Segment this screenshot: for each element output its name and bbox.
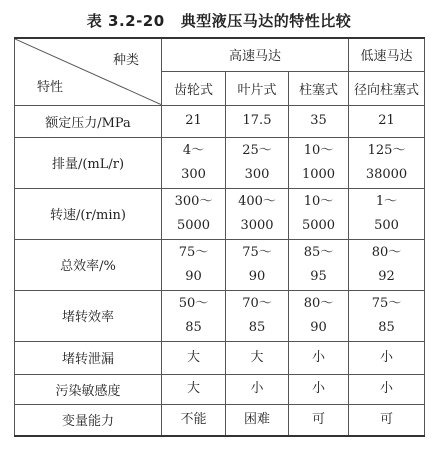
row-label: 堵转效率 — [15, 290, 162, 341]
table-cell — [349, 290, 425, 341]
group-header-high-speed: 高速马达 — [162, 38, 349, 71]
cell-value: 70～ — [242, 295, 272, 311]
cell-value: 85 — [185, 319, 202, 335]
cell-value: 85 — [378, 319, 395, 335]
cell-value: 21 — [378, 113, 395, 128]
row-label: 变量能力 — [15, 404, 162, 436]
table-cell — [349, 188, 425, 239]
column-header-radial-piston: 径向柱塞式 — [349, 71, 425, 105]
cell-value: 500 — [374, 217, 399, 233]
cell-value: 5000 — [301, 217, 336, 233]
row-label: 堵转泄漏 — [15, 341, 162, 374]
cell-value: 300～ — [174, 193, 213, 209]
column-header-vane: 叶片式 — [226, 71, 289, 105]
table-cell — [226, 239, 289, 290]
cell-value: 17.5 — [242, 113, 272, 128]
row-label: 污染敏感度 — [15, 374, 162, 404]
table-cell — [226, 137, 289, 188]
corner-label-type: 种类 — [112, 53, 139, 68]
cell-value: 3000 — [240, 217, 274, 233]
table-cell — [289, 290, 349, 341]
table-row — [15, 374, 425, 404]
corner-header-cell — [15, 38, 162, 105]
table-cell — [289, 374, 349, 404]
table-row — [15, 341, 425, 374]
cell-value: 4～ — [182, 142, 205, 158]
row-label: 转速/(r/min) — [15, 188, 162, 239]
cell-value: 50～ — [178, 295, 209, 311]
cell-value: 可 — [311, 411, 325, 427]
cell-value: 10～ — [303, 142, 334, 158]
cell-value: 小 — [379, 381, 393, 396]
table-cell — [226, 105, 289, 137]
column-header-gear: 齿轮式 — [162, 71, 226, 105]
cell-value: 21 — [185, 113, 202, 128]
cell-value: 90 — [310, 319, 327, 335]
cell-value: 95 — [310, 268, 327, 284]
table-cell — [162, 374, 226, 404]
cell-value: 300 — [181, 166, 206, 182]
table-cell — [289, 188, 349, 239]
table-cell — [289, 404, 349, 436]
cell-value: 125～ — [367, 142, 406, 158]
cell-value: 10～ — [303, 193, 334, 209]
table-cell — [349, 137, 425, 188]
motor-comparison-table — [14, 37, 425, 437]
cell-value: 小 — [379, 349, 393, 365]
column-header-piston: 柱塞式 — [289, 71, 349, 105]
table-cell — [349, 105, 425, 137]
cell-value: 85～ — [303, 244, 334, 260]
row-label: 总效率/% — [15, 239, 162, 290]
cell-value: 大 — [186, 349, 200, 365]
cell-value: 90 — [185, 268, 202, 284]
cell-value: 75～ — [371, 295, 402, 311]
table-cell — [289, 137, 349, 188]
corner-diagonal-line — [15, 39, 161, 105]
cell-value: 80～ — [371, 244, 402, 260]
cell-value: 92 — [378, 268, 395, 284]
table-cell — [226, 404, 289, 436]
table-cell — [162, 290, 226, 341]
table-cell — [226, 341, 289, 374]
table-row — [15, 137, 425, 188]
table-row — [15, 105, 425, 137]
group-header-low-speed: 低速马达 — [349, 38, 425, 71]
table-cell — [162, 137, 226, 188]
table-cell — [289, 105, 349, 137]
cell-value: 90 — [248, 268, 266, 284]
table-cell — [349, 404, 425, 436]
table-cell — [226, 290, 289, 341]
cell-value: 不能 — [180, 411, 207, 427]
table-cell — [349, 374, 425, 404]
table-cell — [349, 341, 425, 374]
table-row — [15, 239, 425, 290]
cell-value: 大 — [186, 381, 200, 396]
table-row — [15, 188, 425, 239]
table-cell — [226, 188, 289, 239]
table-cell — [162, 188, 226, 239]
cell-value: 300 — [244, 166, 270, 182]
cell-value: 85 — [248, 319, 266, 335]
table-body — [15, 105, 425, 436]
table-cell — [162, 105, 226, 137]
cell-value: 38000 — [365, 166, 408, 182]
cell-value: 小 — [250, 381, 264, 396]
cell-value: 5000 — [176, 217, 211, 233]
table-cell — [289, 239, 349, 290]
table-cell — [162, 404, 226, 436]
cell-value: 75～ — [178, 244, 209, 260]
table-cell — [162, 341, 226, 374]
cell-value: 80～ — [303, 295, 334, 311]
table-cell — [226, 374, 289, 404]
cell-value: 400～ — [238, 193, 276, 209]
cell-value: 小 — [311, 349, 325, 365]
cell-value: 35 — [310, 113, 327, 128]
table-caption: 典型液压马达的特性比较 — [180, 12, 352, 30]
table-cell — [349, 239, 425, 290]
table-cell — [162, 239, 226, 290]
cell-value: 25～ — [242, 142, 272, 158]
corner-label-property: 特性 — [37, 79, 64, 95]
cell-value: 1～ — [375, 193, 398, 209]
table-title — [0, 10, 438, 31]
cell-value: 小 — [311, 381, 325, 396]
table-row — [15, 290, 425, 341]
row-label: 排量/(mL/r) — [15, 137, 162, 188]
cell-value: 困难 — [243, 411, 270, 427]
cell-value: 可 — [379, 411, 393, 427]
row-label: 额定压力/MPa — [15, 105, 162, 137]
cell-value: 1000 — [301, 166, 336, 182]
cell-value: 75～ — [242, 244, 272, 260]
table-cell — [289, 341, 349, 374]
table-number: 表 3.2-20 — [86, 12, 165, 30]
cell-value: 大 — [250, 349, 264, 365]
table-row — [15, 404, 425, 436]
